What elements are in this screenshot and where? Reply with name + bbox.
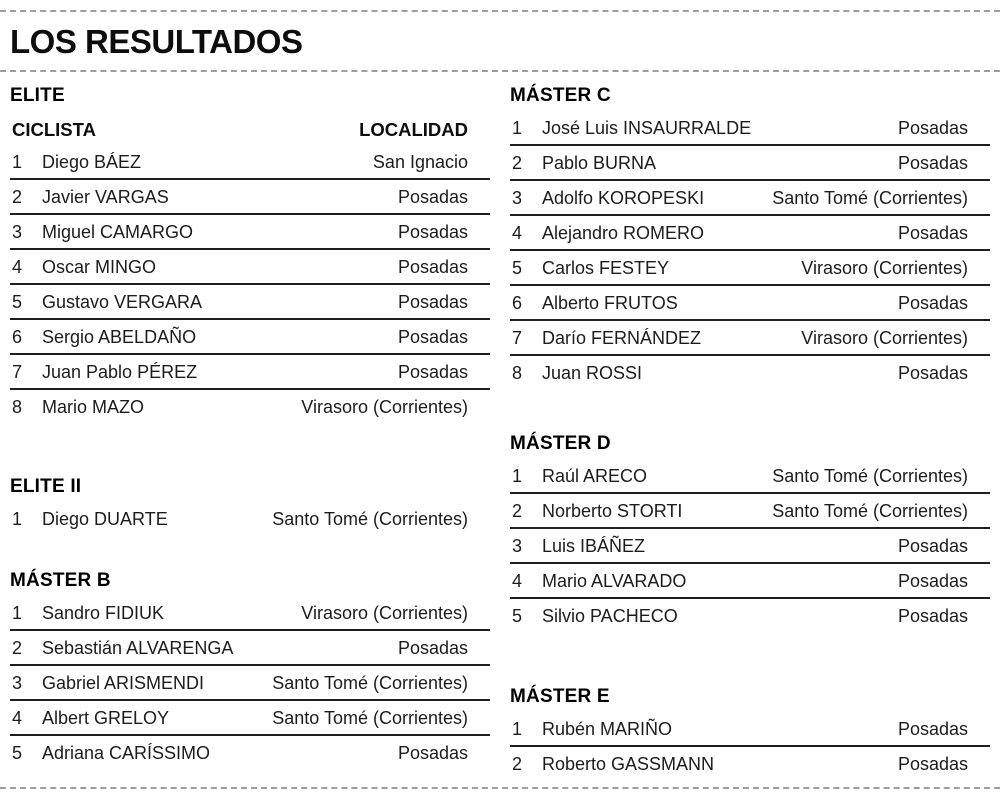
result-row bbox=[10, 215, 490, 250]
result-row bbox=[510, 251, 990, 286]
position-cell: 3 bbox=[512, 187, 523, 208]
position-cell: 1 bbox=[12, 508, 23, 529]
result-row bbox=[510, 564, 990, 599]
result-row bbox=[10, 631, 490, 666]
locality-cell: Posadas bbox=[397, 291, 468, 312]
locality-cell: Santo Tomé (Corrientes) bbox=[272, 508, 468, 529]
section-rows bbox=[10, 596, 490, 769]
locality-cell: Posadas bbox=[897, 222, 968, 243]
cyclist-name-cell: Carlos FESTEY bbox=[542, 257, 670, 278]
result-row bbox=[510, 712, 990, 747]
position-cell: 3 bbox=[12, 221, 23, 242]
cyclist-name-cell: Oscar MINGO bbox=[42, 256, 157, 277]
position-cell: 8 bbox=[512, 362, 523, 383]
cyclist-name-cell: Norberto STORTI bbox=[542, 500, 683, 521]
result-row bbox=[510, 286, 990, 321]
cyclist-name-cell: Alejandro ROMERO bbox=[542, 222, 705, 243]
position-cell: 4 bbox=[512, 570, 523, 591]
position-cell: 5 bbox=[12, 742, 23, 763]
cyclist-name-cell: Adolfo KOROPESKI bbox=[542, 187, 705, 208]
header-localidad: LOCALIDAD bbox=[359, 118, 468, 140]
result-row bbox=[10, 502, 490, 535]
result-row bbox=[10, 666, 490, 701]
cyclist-name-cell: Rubén MARIÑO bbox=[542, 718, 673, 739]
cyclist-name-cell: Albert GRELOY bbox=[42, 707, 170, 728]
result-row bbox=[10, 250, 490, 285]
locality-cell: Posadas bbox=[897, 292, 968, 313]
result-row bbox=[10, 355, 490, 390]
position-cell: 7 bbox=[12, 361, 23, 382]
result-row bbox=[510, 216, 990, 251]
locality-cell: Posadas bbox=[897, 605, 968, 626]
section-heading: ELITE II bbox=[10, 475, 82, 497]
section-master-c bbox=[510, 86, 990, 389]
result-row bbox=[510, 181, 990, 216]
position-cell: 7 bbox=[512, 327, 523, 348]
cyclist-name-cell: Sergio ABELDAÑO bbox=[42, 326, 197, 347]
cyclist-name-cell: Juan ROSSI bbox=[542, 362, 643, 383]
section-heading: ELITE bbox=[10, 85, 65, 106]
result-row bbox=[10, 390, 490, 423]
result-row bbox=[510, 529, 990, 564]
section-rows bbox=[510, 111, 990, 389]
locality-cell: Posadas bbox=[897, 753, 968, 774]
section-heading: MÁSTER E bbox=[510, 685, 610, 707]
position-cell: 2 bbox=[12, 186, 23, 207]
position-cell: 4 bbox=[12, 256, 23, 277]
position-cell: 6 bbox=[512, 292, 523, 313]
position-cell: 1 bbox=[512, 718, 523, 739]
cyclist-name-cell: Juan Pablo PÉREZ bbox=[42, 361, 198, 382]
cyclist-name-cell: Darío FERNÁNDEZ bbox=[542, 327, 702, 348]
section-rows bbox=[510, 712, 990, 780]
cyclist-name-cell: Sandro FIDIUK bbox=[42, 602, 165, 623]
cyclist-name-cell: Alberto FRUTOS bbox=[542, 292, 678, 313]
locality-cell: Santo Tomé (Corrientes) bbox=[772, 500, 968, 521]
result-row bbox=[10, 320, 490, 355]
cyclist-name-cell: José Luis INSAURRALDE bbox=[542, 117, 752, 138]
cyclist-name-cell: Gabriel ARISMENDI bbox=[42, 672, 205, 693]
cyclist-name-cell: Raúl ARECO bbox=[542, 465, 648, 486]
section-heading: MÁSTER D bbox=[510, 432, 611, 454]
page-title: LOS RESULTADOS bbox=[10, 23, 303, 60]
right-column bbox=[510, 72, 990, 780]
position-cell: 2 bbox=[512, 753, 523, 774]
locality-cell: Virasoro (Corrientes) bbox=[801, 257, 968, 278]
position-cell: 1 bbox=[12, 602, 23, 623]
locality-cell: Posadas bbox=[397, 186, 468, 207]
left-column bbox=[10, 72, 490, 780]
section-heading: MÁSTER C bbox=[510, 85, 611, 106]
locality-cell: Virasoro (Corrientes) bbox=[301, 602, 468, 623]
position-cell: 3 bbox=[12, 672, 23, 693]
position-cell: 2 bbox=[512, 500, 523, 521]
cyclist-name-cell: Mario MAZO bbox=[42, 396, 145, 417]
section-rows bbox=[10, 145, 490, 423]
result-row bbox=[10, 701, 490, 736]
position-cell: 2 bbox=[12, 637, 23, 658]
result-row bbox=[510, 356, 990, 389]
locality-cell: Posadas bbox=[897, 152, 968, 173]
result-row bbox=[10, 596, 490, 631]
cyclist-name-cell: Diego DUARTE bbox=[42, 508, 168, 529]
cyclist-name-cell: Javier VARGAS bbox=[42, 186, 169, 207]
position-cell: 8 bbox=[12, 396, 23, 417]
locality-cell: Posadas bbox=[897, 535, 968, 556]
position-cell: 4 bbox=[12, 707, 23, 728]
section-master-d bbox=[510, 434, 990, 632]
result-row bbox=[10, 285, 490, 320]
section-master-e bbox=[510, 687, 990, 780]
bottom-dashed-divider bbox=[0, 787, 1000, 789]
locality-cell: Posadas bbox=[897, 117, 968, 138]
locality-cell: Santo Tomé (Corrientes) bbox=[772, 465, 968, 486]
column-headers bbox=[10, 119, 490, 141]
locality-cell: Posadas bbox=[397, 742, 468, 763]
position-cell: 5 bbox=[512, 605, 523, 626]
position-cell: 1 bbox=[512, 465, 523, 486]
locality-cell: Posadas bbox=[397, 256, 468, 277]
result-row bbox=[510, 146, 990, 181]
position-cell: 3 bbox=[512, 535, 523, 556]
position-cell: 2 bbox=[512, 152, 523, 173]
cyclist-name-cell: Roberto GASSMANN bbox=[542, 753, 715, 774]
position-cell: 5 bbox=[512, 257, 523, 278]
cyclist-name-cell: Miguel CAMARGO bbox=[42, 221, 194, 242]
position-cell: 1 bbox=[512, 117, 523, 138]
section-heading: MÁSTER B bbox=[10, 569, 111, 591]
result-row bbox=[510, 111, 990, 146]
masthead bbox=[0, 0, 1000, 58]
cyclist-name-cell: Luis IBÁÑEZ bbox=[542, 535, 646, 556]
section-master-b bbox=[10, 571, 490, 769]
locality-cell: Santo Tomé (Corrientes) bbox=[272, 672, 468, 693]
locality-cell: Posadas bbox=[397, 326, 468, 347]
locality-cell: Posadas bbox=[897, 570, 968, 591]
section-elite-ii bbox=[10, 477, 490, 535]
locality-cell: San Ignacio bbox=[372, 151, 468, 172]
locality-cell: Posadas bbox=[897, 718, 968, 739]
position-cell: 5 bbox=[12, 291, 23, 312]
cyclist-name-cell: Gustavo VERGARA bbox=[42, 291, 203, 312]
locality-cell: Santo Tomé (Corrientes) bbox=[272, 707, 468, 728]
position-cell: 6 bbox=[12, 326, 23, 347]
cyclist-name-cell: Sebastián ALVARENGA bbox=[42, 637, 234, 658]
result-row bbox=[510, 321, 990, 356]
result-row bbox=[510, 494, 990, 529]
locality-cell: Posadas bbox=[397, 361, 468, 382]
result-row bbox=[10, 180, 490, 215]
cyclist-name-cell: Adriana CARÍSSIMO bbox=[42, 742, 211, 763]
cyclist-name-cell: Pablo BURNA bbox=[542, 152, 657, 173]
position-cell: 1 bbox=[12, 151, 23, 172]
locality-cell: Virasoro (Corrientes) bbox=[301, 396, 468, 417]
cyclist-name-cell: Diego BÁEZ bbox=[42, 151, 142, 172]
result-row bbox=[10, 145, 490, 180]
section-elite bbox=[10, 86, 490, 423]
result-row bbox=[510, 599, 990, 632]
top-dashed-divider bbox=[0, 10, 1000, 12]
position-cell: 4 bbox=[512, 222, 523, 243]
locality-cell: Posadas bbox=[397, 637, 468, 658]
cyclist-name-cell: Silvio PACHECO bbox=[542, 605, 678, 626]
locality-cell: Virasoro (Corrientes) bbox=[801, 327, 968, 348]
locality-cell: Santo Tomé (Corrientes) bbox=[772, 187, 968, 208]
cyclist-name-cell: Mario ALVARADO bbox=[542, 570, 687, 591]
section-rows bbox=[10, 502, 490, 535]
result-row bbox=[10, 736, 490, 769]
section-rows bbox=[510, 459, 990, 632]
results-columns bbox=[0, 72, 1000, 780]
result-row bbox=[510, 459, 990, 494]
locality-cell: Posadas bbox=[897, 362, 968, 383]
result-row bbox=[510, 747, 990, 780]
locality-cell: Posadas bbox=[397, 221, 468, 242]
header-ciclista: CICLISTA bbox=[12, 118, 96, 140]
